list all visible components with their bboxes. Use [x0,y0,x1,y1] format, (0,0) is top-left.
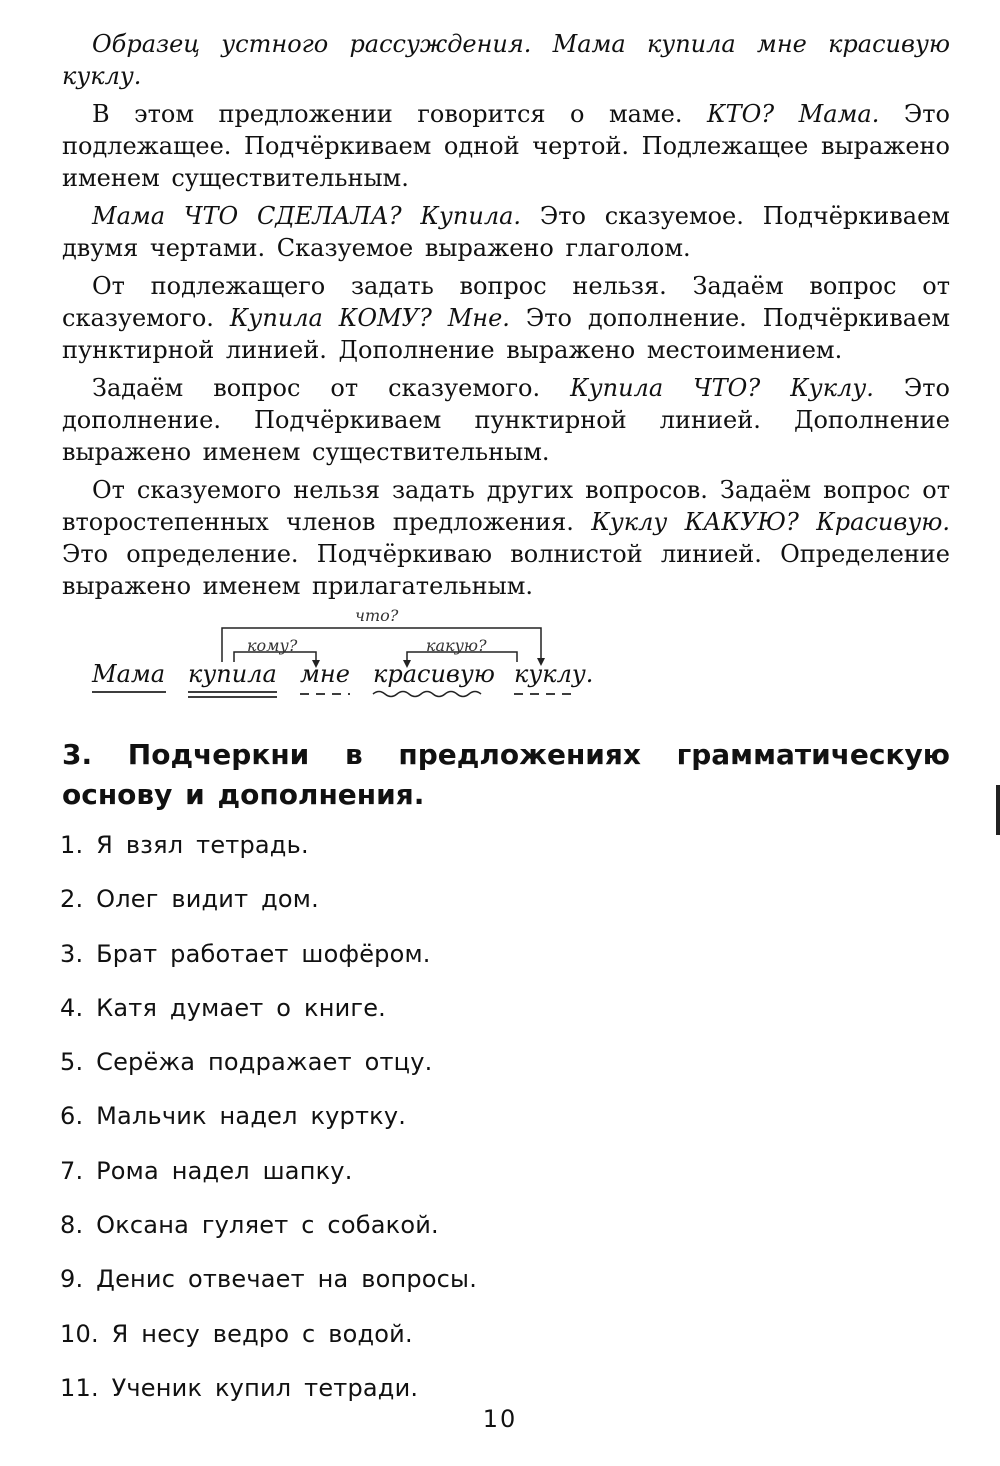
sentence-diagram [0,600,1000,720]
diagram-word-subject: Мама [92,660,166,688]
list-item: 6. Мальчик надел куртку. [60,1102,407,1131]
list-item: 8. Оксана гуляет с собакой. [60,1211,439,1240]
p3-text1: Это сказуемое. Подчёркиваем двумя чертами. Сказуемое выражено глаголом. [62,202,950,262]
list-item: 10. Я несу ведро с водой. [60,1319,413,1348]
question-which: какую? [426,636,487,655]
underline-attribute [373,692,481,697]
list-item: 5. Серёжа подражает отцу. [60,1048,433,1077]
page-edge-mark [996,785,1000,835]
p2-text2: Это подлежащее. Подчёркиваем одной чертой. Подлежащее выражено именем существительным. [62,100,950,192]
example-paragraph-5 [62,372,950,468]
diagram-word-predicate: купила [188,660,277,688]
p6-text1: От сказуемого нельзя задать других вопросов. Задаём вопрос от второстепенных членов предложения. [62,476,950,536]
p4-italic1: Купила КОМУ? Мне. [229,304,510,332]
p2-text1: В этом предложении говорится о маме. [92,100,683,128]
list-item: 9. Денис отвечает на вопросы. [60,1265,478,1294]
example-paragraph-1 [62,28,950,92]
list-item: 4. Катя думает о книге. [60,993,387,1022]
p5-text1: Задаём вопрос от сказуемого. [92,374,541,402]
p3-italic1: Мама ЧТО СДЕЛАЛА? Купила. [92,202,522,230]
list-item: 2. Олег видит дом. [60,885,319,914]
p6-italic1: Куклу КАКУЮ? Красивую. [591,508,950,536]
p6-text2: Это определение. Подчёркиваю волнистой линией. Определение выражено именем прилагательным. [62,540,950,600]
list-item: 1. Я взял тетрадь. [60,831,309,859]
page-number: 10 [482,1405,518,1433]
example-label: Образец устного рассуждения. [92,30,532,58]
diagram-word-attribute: красивую [373,660,495,688]
example-paragraph-2 [62,98,950,194]
task-title: 3. Подчеркни в предложениях грамматическую основу и дополнения. [62,738,950,811]
example-paragraph-4 [62,270,950,366]
p2-italic1: КТО? Мама. [707,100,880,128]
list-item: 7. Рома надел шапку. [60,1156,353,1185]
example-paragraph-3 [62,200,950,264]
p4-text1: От подлежащего задать вопрос нельзя. Задаём вопрос от сказуемого. [62,272,950,332]
p5-text2: Это дополнение. Подчёркиваем пунктирной линией. Дополнение выражено именем существительным. [62,374,950,466]
diagram-word-object-1: мне [300,660,350,688]
diagram-word-object-2: куклу. [514,660,594,688]
example-paragraph-6 [62,474,950,602]
list-item: 3. Брат работает шофёром. [60,939,431,968]
list-item: 11. Ученик купил тетради. [60,1373,419,1402]
example-sentence: Мама купила мне красивую куклу. [62,30,950,90]
question-to-whom: кому? [247,636,298,655]
p4-text2: Это дополнение. Подчёркиваем пунктирной линией. Дополнение выражено местоимением. [62,304,950,364]
task-list [60,825,477,1422]
p5-italic1: Купила ЧТО? Куклу. [570,374,874,402]
question-what: что? [355,606,399,625]
